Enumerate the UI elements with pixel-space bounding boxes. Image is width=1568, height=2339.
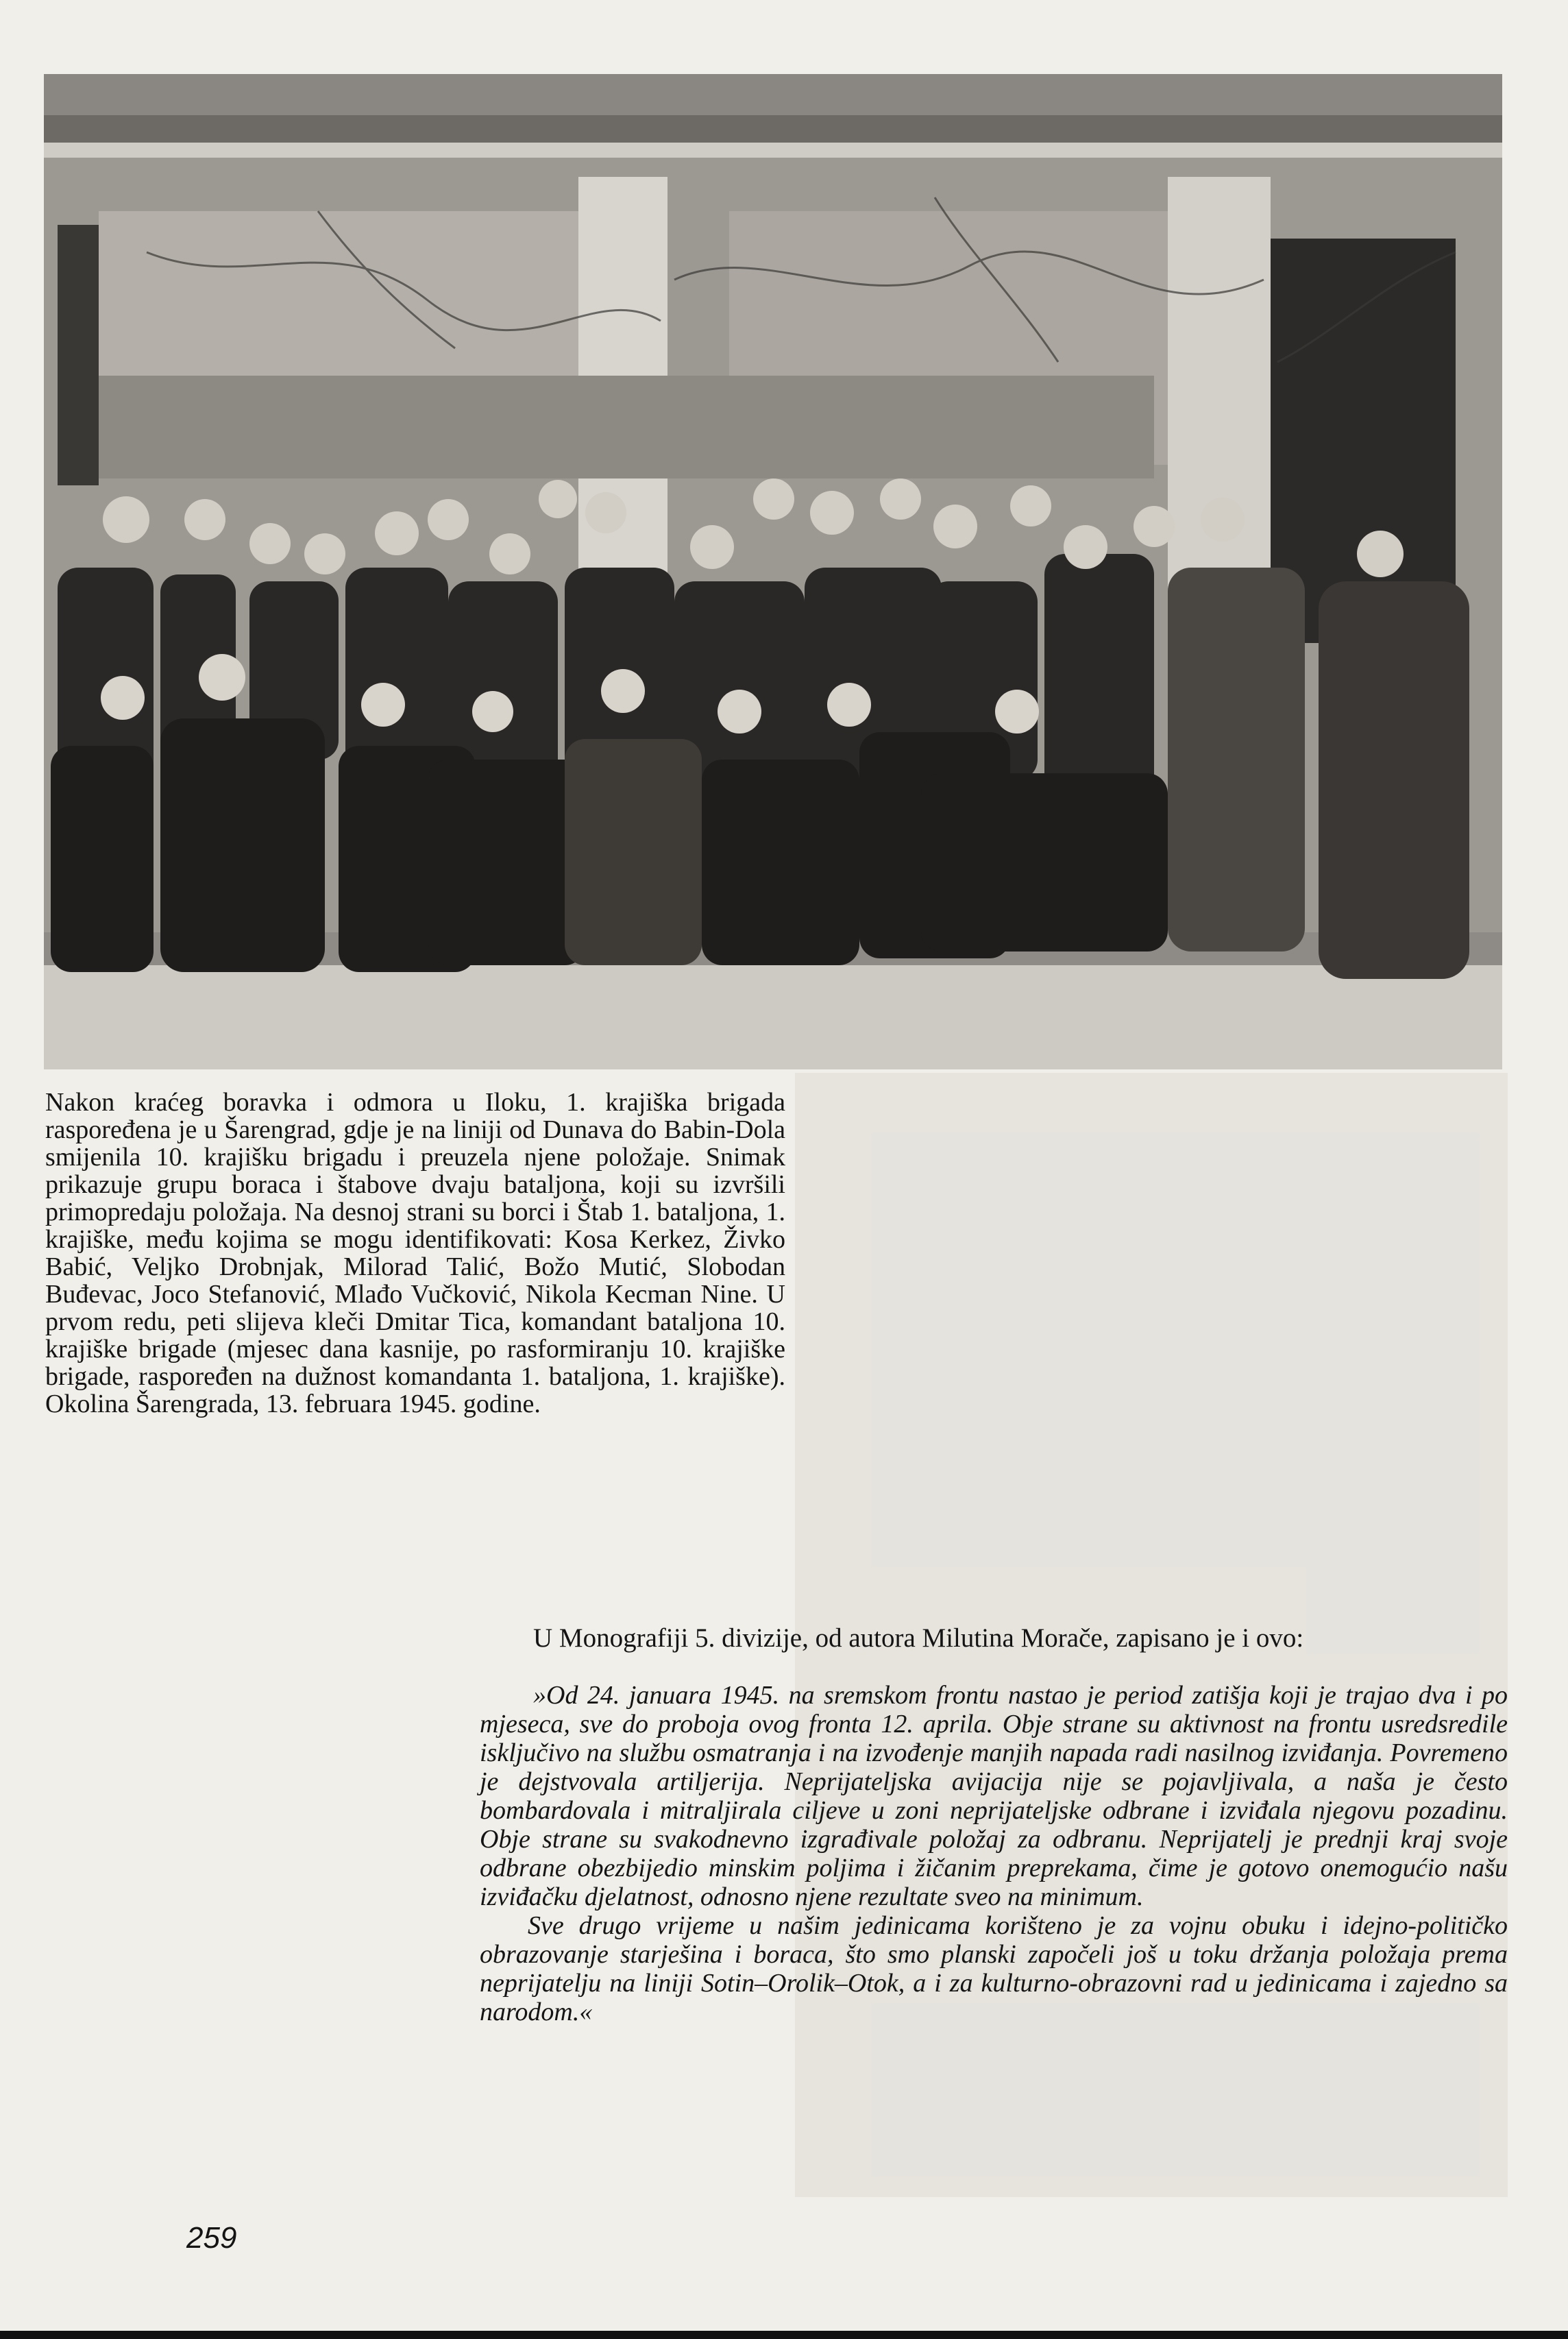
block-quote bbox=[480, 1681, 1508, 2026]
photo-rendering bbox=[44, 74, 1502, 1069]
quote-intro: U Monografiji 5. divizije, od autora Milutina Morače, zapisano je i ovo: bbox=[533, 1623, 1304, 1653]
scan-edge bbox=[0, 2331, 1568, 2339]
page-number: 259 bbox=[186, 2221, 237, 2255]
photo-caption: Nakon kraćeg boravka i odmora u Iloku, 1. krajiška brigada raspoređena je u Šarengrad, gdje je na liniji od Dunava do Babin-Dola smijenila 10. krajišku brigadu i preuzela njene položaje. Snimak prikazuje grupu boraca i štabove dvaju bataljona, koji su izvršili primopredaju položaja. Na desnoj strani su borci i Štab 1. bataljona, 1. krajiške, među kojima se mogu identifikovati: Kosa Kerkez, Živko Babić, Veljko Drobnjak, Milorad Talić, Božo Mutić, Slobodan Buđevac, Joco Stefanović, Mlađo Vučković, Nikola Kecman Nine. U prvom redu, peti slijeva kleči Dmitar Tica, komandant bataljona 10. krajiške brigade (mjesec dana kasnije, po rasformiranju 10. krajiške brigade, raspoređen na dužnost komandanta 1. bataljona, 1. krajiške). Okolina Šarengrada, 13. februara 1945. godine. bbox=[45, 1088, 785, 1418]
quote-paragraph: Sve drugo vrijeme u našim jedinicama korišteno je za vojnu obuku i idejno-političko obrazovanje starješina i boraca, što smo planski započeli još u toku držanja položaja prema neprijatelju na liniji Sotin–Orolik–Otok, a i za kulturno-obrazovni rad u jedinicama i zajedno sa narodom.« bbox=[480, 1911, 1508, 2026]
quote-paragraph: »Od 24. januara 1945. na sremskom frontu nastao je period zatišja koji je trajao dva i po mjeseca, sve do proboja ovog fronta 12. aprila. Obje strane su aktivnost na frontu usredsredile isključivo na službu osmatranja i na izvođenje manjih napada radi nasilnog izviđanja. Povremeno je dejstvovala artiljerija. Neprijateljska avijacija nije se pojavljivala, a naša je često bombardovala i mitraljirala ciljeve u zoni neprijateljske odbrane i izviđala njegovu pozadinu. Obje strane su svakodnevno izgrađivale položaj za odbranu. Neprijatelj je prednji kraj svoje odbrane obezbijedio minskim poljima i žičanim preprekama, čime je gotovo onemogućio našu izviđačku djelatnost, odnosno njene rezultate sveo na minimum. bbox=[480, 1681, 1508, 1911]
group-photograph bbox=[44, 74, 1502, 1069]
